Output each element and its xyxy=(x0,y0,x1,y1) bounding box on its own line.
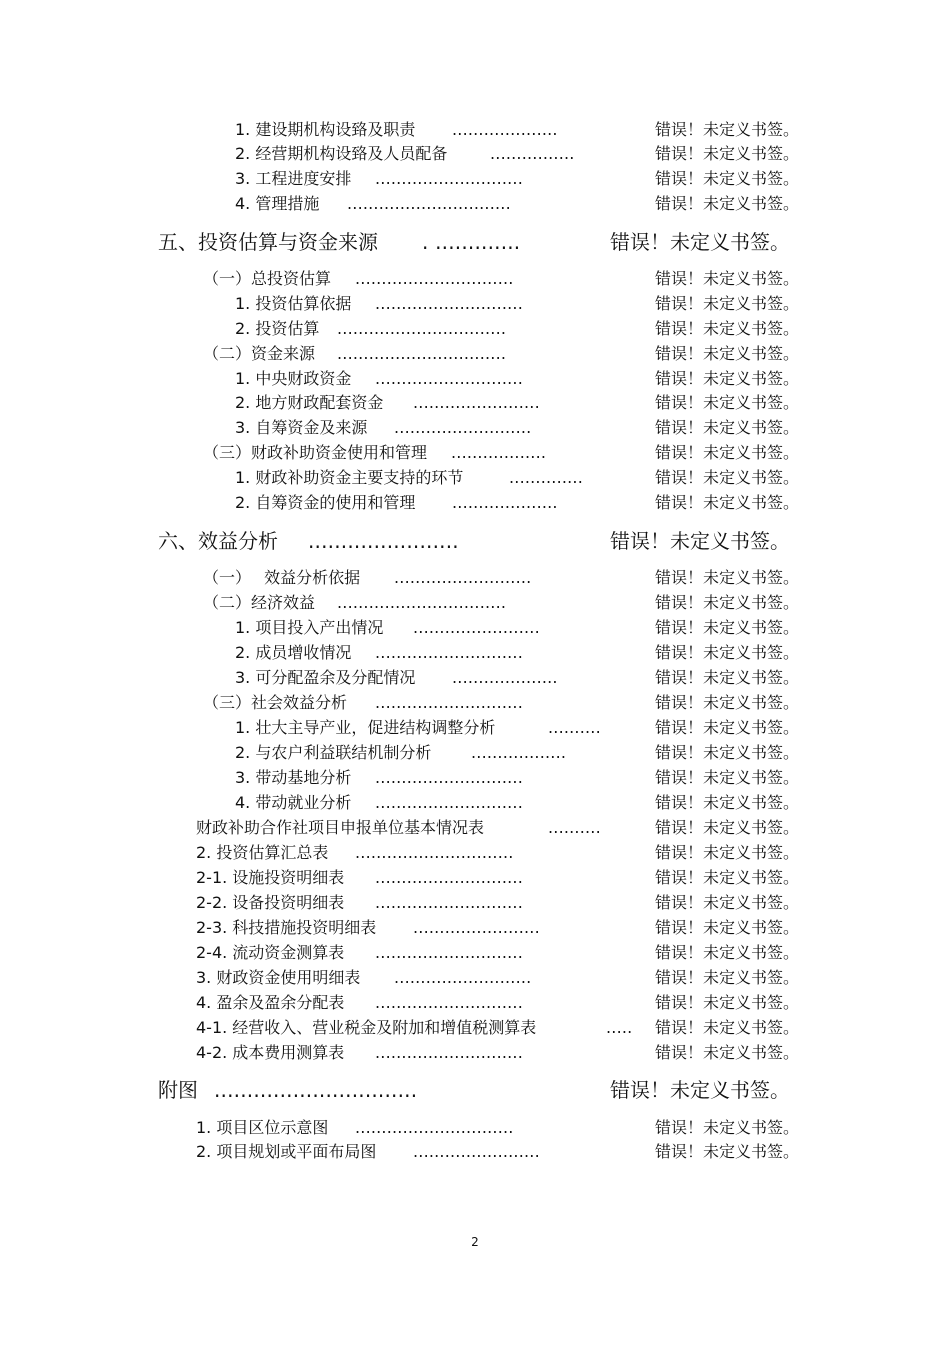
toc-page-ref: 错误！未定义书签。 xyxy=(655,943,800,962)
toc-leader-dots: . ............. xyxy=(422,230,521,254)
toc-entry-title: 2. 成员增收情况 xyxy=(235,643,352,662)
toc-leader-dots: ............................... xyxy=(214,1078,418,1102)
toc-entry-title: 4-2. 成本费用测算表 xyxy=(196,1043,345,1062)
toc-leader-dots: ................................ xyxy=(337,319,507,338)
toc-entry-title: 4. 盈余及盈余分配表 xyxy=(196,993,345,1012)
toc-entry-title: 1. 建设期机构设臵及职责 xyxy=(235,120,416,139)
toc-page-ref: 错误！未定义书签。 xyxy=(655,443,800,462)
toc-leader-dots: ............................ xyxy=(375,643,524,662)
toc-entry-title: 2. 投资估算 xyxy=(235,319,320,338)
toc-entry-title: （三）社会效益分析 xyxy=(203,693,348,712)
toc-page-ref: 错误！未定义书签。 xyxy=(655,493,800,512)
toc-leader-dots: ................................ xyxy=(337,593,507,612)
toc-entry-title: 1. 投资估算依据 xyxy=(235,294,352,313)
toc-page-ref: 错误！未定义书签。 xyxy=(655,144,800,163)
toc-leader-dots: .......................... xyxy=(394,418,532,437)
toc-entry-title: 2. 自筹资金的使用和管理 xyxy=(235,493,416,512)
toc-page-ref: 错误！未定义书签。 xyxy=(655,568,800,587)
toc-page-ref: 错误！未定义书签。 xyxy=(655,843,800,862)
toc-leader-dots: ............................ xyxy=(375,169,524,188)
toc-page-ref: 错误！未定义书签。 xyxy=(655,993,800,1012)
toc-page-ref: 错误！未定义书签。 xyxy=(655,918,800,937)
toc-entry-title: 五、投资估算与资金来源 xyxy=(158,230,378,254)
toc-leader-dots: ............................ xyxy=(375,294,524,313)
toc-page-ref: 错误！未定义书签。 xyxy=(610,230,790,254)
toc-entry-title: 3. 可分配盈余及分配情况 xyxy=(235,668,416,687)
toc-page-ref: 错误！未定义书签。 xyxy=(655,120,800,139)
toc-page-ref: 错误！未定义书签。 xyxy=(655,818,800,837)
toc-leader-dots: .................... xyxy=(452,120,558,139)
toc-leader-dots: ................................ xyxy=(337,344,507,363)
toc-page-ref: 错误！未定义书签。 xyxy=(655,643,800,662)
toc-page-ref: 错误！未定义书签。 xyxy=(655,718,800,737)
toc-page-ref: 错误！未定义书签。 xyxy=(655,369,800,388)
toc-entry-title: 2. 项目规划或平面布局图 xyxy=(196,1142,377,1161)
toc-leader-dots: .............................. xyxy=(355,1118,514,1137)
toc-entry-title: 2. 与农户利益联结机制分析 xyxy=(235,743,432,762)
toc-leader-dots: ............................ xyxy=(375,1043,524,1062)
toc-leader-dots: ............................... xyxy=(347,194,511,213)
toc-page-ref: 错误！未定义书签。 xyxy=(655,1043,800,1062)
toc-entry-title: 2-1. 设施投资明细表 xyxy=(196,868,345,887)
toc-page-ref: 错误！未定义书签。 xyxy=(655,868,800,887)
toc-page-ref: 错误！未定义书签。 xyxy=(655,893,800,912)
toc-leader-dots: ............................ xyxy=(375,369,524,388)
toc-leader-dots: ............................ xyxy=(375,993,524,1012)
toc-leader-dots: ............................ xyxy=(375,793,524,812)
toc-page-ref: 错误！未定义书签。 xyxy=(655,1142,800,1161)
toc-leader-dots: .......... xyxy=(548,818,601,837)
toc-entry-title: 2. 投资估算汇总表 xyxy=(196,843,329,862)
toc-leader-dots: ............................ xyxy=(375,768,524,787)
toc-entry-title: （一） 效益分析依据 xyxy=(203,568,361,587)
toc-leader-dots: ............................ xyxy=(375,943,524,962)
toc-leader-dots: ..... xyxy=(606,1018,633,1037)
toc-entry-title: 3. 自筹资金及来源 xyxy=(235,418,368,437)
toc-leader-dots: .............................. xyxy=(355,269,514,288)
toc-entry-title: 1. 项目投入产出情况 xyxy=(235,618,384,637)
toc-entry-title: 3. 工程进度安排 xyxy=(235,169,352,188)
toc-entry-title: 财政补助合作社项目申报单位基本情况表 xyxy=(196,818,485,837)
toc-leader-dots: ........................ xyxy=(413,618,540,637)
toc-leader-dots: .................. xyxy=(451,443,547,462)
toc-leader-dots: ............................ xyxy=(375,893,524,912)
toc-entry-title: 六、效益分析 xyxy=(158,529,278,553)
toc-leader-dots: .............................. xyxy=(355,843,514,862)
toc-leader-dots: .......................... xyxy=(394,968,532,987)
toc-page-ref: 错误！未定义书签。 xyxy=(655,344,800,363)
toc-page-ref: 错误！未定义书签。 xyxy=(655,743,800,762)
toc-leader-dots: ............................ xyxy=(375,868,524,887)
toc-entry-title: 2-2. 设备投资明细表 xyxy=(196,893,345,912)
toc-entry-title: （三）财政补助资金使用和管理 xyxy=(203,443,428,462)
page-number: 2 xyxy=(471,1235,479,1249)
toc-page-ref: 错误！未定义书签。 xyxy=(610,1078,790,1102)
toc-leader-dots: ........................ xyxy=(413,393,540,412)
toc-leader-dots: ............................ xyxy=(375,693,524,712)
toc-page-ref: 错误！未定义书签。 xyxy=(655,294,800,313)
toc-page-ref: 错误！未定义书签。 xyxy=(655,319,800,338)
toc-entry-title: 1. 项目区位示意图 xyxy=(196,1118,329,1137)
toc-entry-title: 4. 管理措施 xyxy=(235,194,320,213)
toc-page-ref: 错误！未定义书签。 xyxy=(655,593,800,612)
toc-page-ref: 错误！未定义书签。 xyxy=(655,668,800,687)
toc-entry-title: 2. 地方财政配套资金 xyxy=(235,393,384,412)
toc-page-ref: 错误！未定义书签。 xyxy=(655,618,800,637)
toc-page-ref: 错误！未定义书签。 xyxy=(610,529,790,553)
toc-page-ref: 错误！未定义书签。 xyxy=(655,1018,800,1037)
toc-entry-title: 1. 中央财政资金 xyxy=(235,369,352,388)
toc-leader-dots: ........................ xyxy=(413,1142,540,1161)
toc-page-ref: 错误！未定义书签。 xyxy=(655,468,800,487)
toc-page-ref: 错误！未定义书签。 xyxy=(655,169,800,188)
toc-entry-title: 2-3. 科技措施投资明细表 xyxy=(196,918,377,937)
toc-page-ref: 错误！未定义书签。 xyxy=(655,269,800,288)
toc-entry-title: 3. 带动基地分析 xyxy=(235,768,352,787)
toc-leader-dots: .................... xyxy=(452,668,558,687)
toc-entry-title: 1. 财政补助资金主要支持的环节 xyxy=(235,468,464,487)
toc-entry-title: 2. 经营期机构设臵及人员配备 xyxy=(235,144,448,163)
toc-leader-dots: ................ xyxy=(490,144,575,163)
toc-leader-dots: .................. xyxy=(471,743,567,762)
toc-entry-title: 4. 带动就业分析 xyxy=(235,793,352,812)
toc-leader-dots: .......... xyxy=(548,718,601,737)
toc-page-ref: 错误！未定义书签。 xyxy=(655,194,800,213)
toc-entry-title: （一）总投资估算 xyxy=(203,269,332,288)
toc-page-ref: 错误！未定义书签。 xyxy=(655,393,800,412)
toc-page-ref: 错误！未定义书签。 xyxy=(655,418,800,437)
toc-entry-title: 3. 财政资金使用明细表 xyxy=(196,968,361,987)
toc-page-ref: 错误！未定义书签。 xyxy=(655,768,800,787)
toc-leader-dots: ....................... xyxy=(308,529,459,553)
toc-leader-dots: .......................... xyxy=(394,568,532,587)
toc-page-ref: 错误！未定义书签。 xyxy=(655,968,800,987)
toc-leader-dots: .............. xyxy=(509,468,584,487)
toc-entry-title: 附图 xyxy=(158,1078,198,1102)
toc-entry-title: （二）经济效益 xyxy=(203,593,316,612)
toc-page-ref: 错误！未定义书签。 xyxy=(655,693,800,712)
toc-leader-dots: .................... xyxy=(452,493,558,512)
toc-page-ref: 错误！未定义书签。 xyxy=(655,793,800,812)
toc-entry-title: 1. 壮大主导产业，促进结构调整分析 xyxy=(235,718,496,737)
toc-entry-title: （二）资金来源 xyxy=(203,344,316,363)
toc-leader-dots: ........................ xyxy=(413,918,540,937)
toc-page-ref: 错误！未定义书签。 xyxy=(655,1118,800,1137)
toc-entry-title: 2-4. 流动资金测算表 xyxy=(196,943,345,962)
toc-entry-title: 4-1. 经营收入、营业税金及附加和增值税测算表 xyxy=(196,1018,537,1037)
